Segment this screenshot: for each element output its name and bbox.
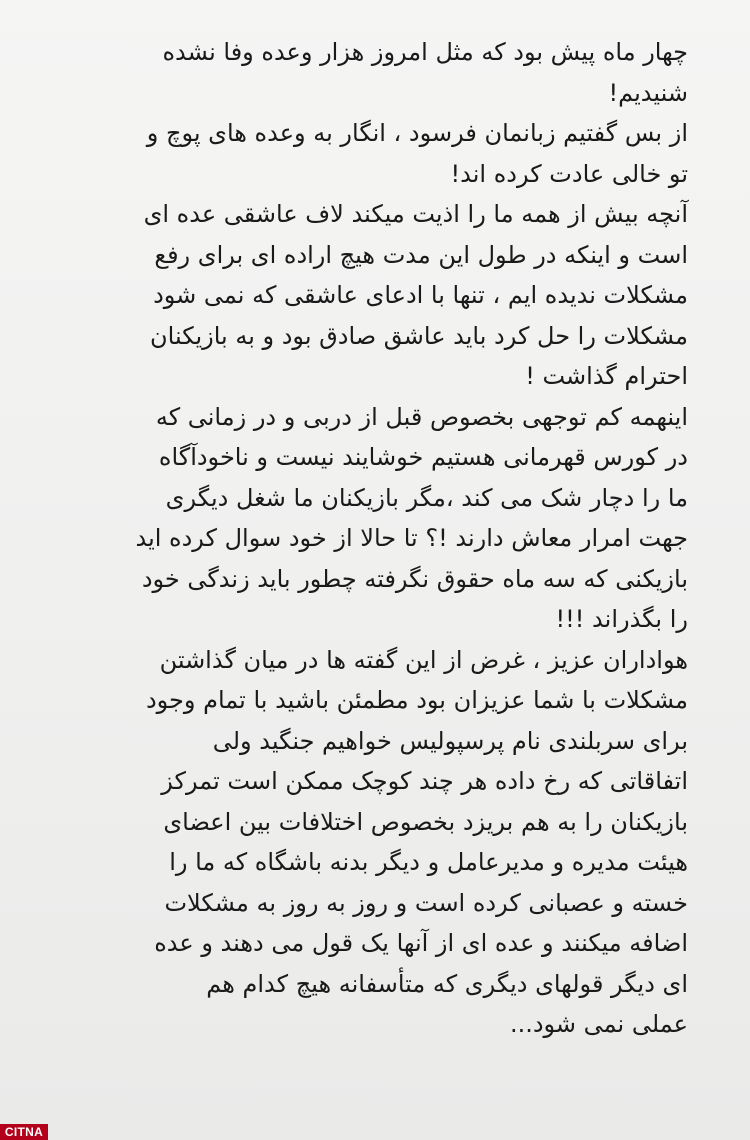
text-line: برای سربلندی نام پرسپولیس خواهیم جنگید ولی bbox=[212, 726, 688, 755]
text-line: مشکلات را حل کرد باید عاشق صادق بود و به بازیکنان bbox=[150, 321, 688, 350]
text-line: را بگذراند !!! bbox=[555, 605, 688, 633]
text-line: ما را دچار شک می کند ،مگر بازیکنان ما شغل دیگری bbox=[165, 483, 688, 512]
text-line: در کورس قهرمانی هستیم خوشایند نیست و ناخودآگاه bbox=[158, 443, 688, 471]
text-line: عملی نمی شود... bbox=[509, 1010, 688, 1038]
text-line: شنیدیم! bbox=[608, 78, 688, 107]
text-line: احترام گذاشت ! bbox=[525, 362, 688, 390]
text-line: جهت امرار معاش دارند !؟ تا حالا از خود سوال کرده اید bbox=[135, 524, 688, 552]
text-line: خسته و عصبانی کرده است و روز به روز به مشکلات bbox=[164, 888, 688, 917]
text-line: بازیکنان را به هم بریزد بخصوص اختلافات بین اعضای bbox=[163, 807, 688, 836]
citna-watermark: CITNA bbox=[0, 1124, 48, 1140]
text-line: مشکلات ندیده ایم ، تنها با ادعای عاشقی که نمی شود bbox=[153, 281, 688, 309]
text-line: بازیکنی که سه ماه حقوق نگرفته چطور باید زندگی خود bbox=[141, 564, 688, 593]
text-line: اینهمه کم توجهی بخصوص قبل از دربی و در زمانی که bbox=[155, 402, 688, 431]
text-line: هواداران عزیز ، غرض از این گفته ها در میان گذاشتن bbox=[159, 645, 688, 674]
text-line: هیئت مدیره و مدیرعامل و دیگر بدنه باشگاه که ما را bbox=[169, 848, 688, 876]
text-line: اضافه میکنند و عده ای از آنها یک قول می دهند و عده bbox=[154, 929, 688, 957]
text-line: ای دیگر قولهای دیگری که متأسفانه هیچ کدام هم bbox=[206, 969, 688, 998]
text-line: است و اینکه در طول این مدت هیچ اراده ای برای رفع bbox=[154, 240, 688, 269]
statement-text bbox=[56, 32, 688, 1045]
text-line: مشکلات با شما عزیزان بود مطمئن باشید با تمام وجود bbox=[145, 686, 688, 714]
text-line: چهار ماه پیش بود که مثل امروز هزار وعده وفا نشده bbox=[162, 38, 688, 66]
text-line: تو خالی عادت کرده اند! bbox=[450, 159, 688, 188]
text-line: از بس گفتیم زبانمان فرسود ، انگار به وعده های پوچ و bbox=[146, 119, 688, 147]
text-line: آنچه بیش از همه ما را اذیت میکند لاف عاشقی عده ای bbox=[143, 200, 688, 228]
text-line: اتفاقاتی که رخ داده هر چند کوچک ممکن است تمرکز bbox=[161, 767, 688, 795]
